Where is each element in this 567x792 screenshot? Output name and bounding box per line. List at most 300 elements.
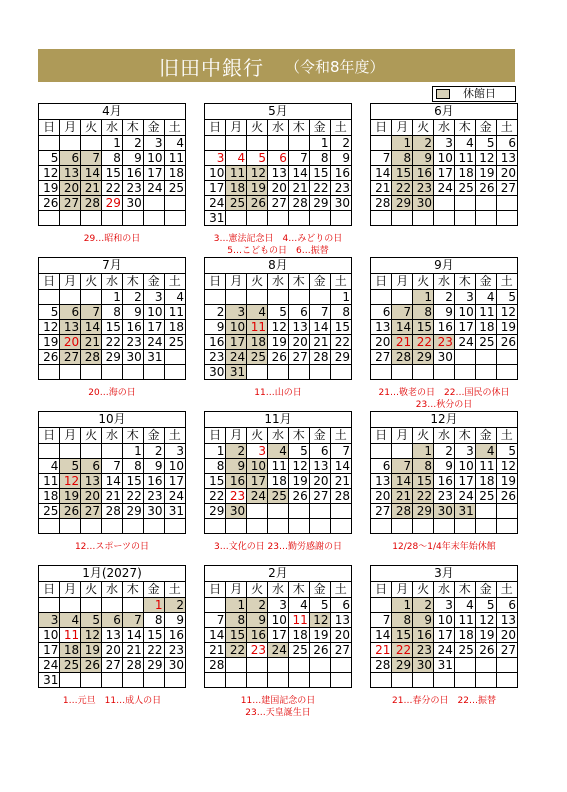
- empty-cell: [330, 672, 351, 687]
- day-cell: 18: [247, 334, 268, 349]
- day-cell: 27: [288, 349, 309, 364]
- empty-cell: [330, 518, 351, 533]
- day-cell: 20: [371, 334, 392, 349]
- weekday-header: 金: [143, 274, 164, 289]
- day-cell: 17: [434, 627, 455, 642]
- day-cell: 8: [413, 304, 434, 319]
- weekday-header: 木: [122, 582, 143, 597]
- day-cell: 21: [392, 334, 413, 349]
- empty-cell: [81, 135, 102, 150]
- day-cell: 4: [475, 289, 496, 304]
- weekday-header: 火: [413, 274, 434, 289]
- legend: [432, 86, 516, 102]
- day-cell: 28: [371, 195, 392, 210]
- day-cell: 19: [475, 627, 496, 642]
- day-cell: 1: [392, 597, 413, 612]
- empty-cell: [434, 672, 455, 687]
- empty-cell: [247, 135, 268, 150]
- weekday-header: 水: [268, 428, 289, 443]
- empty-cell: [413, 518, 434, 533]
- day-cell: 20: [288, 334, 309, 349]
- empty-cell: [475, 349, 496, 364]
- day-cell: 25: [39, 503, 60, 518]
- holiday-note: 23…秋分の日: [415, 400, 473, 410]
- day-cell: 7: [330, 443, 351, 458]
- day-cell: 14: [81, 319, 102, 334]
- weekday-header: 木: [288, 274, 309, 289]
- day-cell: 24: [247, 488, 268, 503]
- day-cell: 14: [392, 319, 413, 334]
- empty-cell: [81, 210, 102, 225]
- weekday-header: 木: [454, 120, 475, 135]
- day-cell: 28: [288, 195, 309, 210]
- day-cell: 28: [392, 503, 413, 518]
- month-title: 12月: [371, 412, 517, 428]
- holiday-note: 21…春分の日 22…振替: [392, 696, 496, 706]
- empty-cell: [60, 289, 81, 304]
- day-cell: 17: [247, 473, 268, 488]
- day-cell: 8: [309, 150, 330, 165]
- day-cell: 12: [309, 612, 330, 627]
- weekday-header: 月: [392, 582, 413, 597]
- day-cell: 23: [205, 349, 226, 364]
- day-cell: 4: [454, 597, 475, 612]
- day-cell: 17: [39, 642, 60, 657]
- day-cell: 2: [413, 597, 434, 612]
- day-cell: 2: [122, 289, 143, 304]
- weekday-header: 火: [81, 274, 102, 289]
- day-cell: 21: [288, 180, 309, 195]
- day-cell: 19: [81, 642, 102, 657]
- empty-cell: [475, 364, 496, 379]
- empty-cell: [475, 657, 496, 672]
- weekday-header: 月: [60, 582, 81, 597]
- empty-cell: [330, 657, 351, 672]
- weekday-header: 日: [205, 120, 226, 135]
- day-cell: 15: [122, 473, 143, 488]
- day-cell: 22: [413, 334, 434, 349]
- day-cell: 26: [496, 334, 517, 349]
- empty-cell: [392, 672, 413, 687]
- day-cell: 6: [81, 458, 102, 473]
- day-cell: 15: [226, 627, 247, 642]
- day-cell: 10: [143, 150, 164, 165]
- day-cell: 20: [268, 180, 289, 195]
- day-cell: 8: [205, 458, 226, 473]
- weekday-header: 日: [371, 120, 392, 135]
- empty-cell: [247, 657, 268, 672]
- day-cell: 6: [102, 612, 123, 627]
- day-cell: 29: [413, 503, 434, 518]
- day-cell: 14: [102, 473, 123, 488]
- empty-cell: [60, 135, 81, 150]
- day-cell: 30: [122, 195, 143, 210]
- weekday-header: 水: [434, 428, 455, 443]
- empty-cell: [60, 597, 81, 612]
- title-banner: [38, 49, 515, 82]
- empty-cell: [102, 597, 123, 612]
- empty-cell: [268, 135, 289, 150]
- day-cell: 19: [496, 319, 517, 334]
- holiday-note: 21…敬老の日 22…国民の休日: [378, 388, 510, 398]
- day-cell: 1: [413, 289, 434, 304]
- day-cell: 20: [102, 642, 123, 657]
- day-cell: 28: [122, 657, 143, 672]
- day-cell: 27: [371, 503, 392, 518]
- day-cell: 29: [143, 657, 164, 672]
- day-cell: 26: [475, 642, 496, 657]
- day-cell: 12: [39, 319, 60, 334]
- month-title: 8月: [205, 258, 351, 274]
- weekday-header: 木: [122, 274, 143, 289]
- day-cell: 17: [454, 473, 475, 488]
- day-cell: 7: [81, 304, 102, 319]
- day-cell: 6: [496, 597, 517, 612]
- day-cell: 6: [309, 443, 330, 458]
- day-cell: 30: [122, 349, 143, 364]
- holiday-note: 12…スポーツの日: [74, 542, 150, 552]
- day-cell: 13: [496, 612, 517, 627]
- day-cell: 12: [39, 165, 60, 180]
- day-cell: 28: [102, 503, 123, 518]
- day-cell: 30: [413, 195, 434, 210]
- empty-cell: [143, 210, 164, 225]
- day-cell: 7: [392, 304, 413, 319]
- day-cell: 26: [247, 195, 268, 210]
- day-cell: 27: [60, 349, 81, 364]
- day-cell: 16: [226, 473, 247, 488]
- day-cell: 7: [309, 304, 330, 319]
- day-cell: 21: [122, 642, 143, 657]
- day-cell: 5: [309, 597, 330, 612]
- page-subtitle: （令和8年度）: [285, 58, 385, 76]
- empty-cell: [288, 518, 309, 533]
- day-cell: 16: [122, 165, 143, 180]
- day-cell: 1: [102, 135, 123, 150]
- day-cell: 20: [371, 488, 392, 503]
- weekday-header: 火: [247, 274, 268, 289]
- weekday-header: 火: [247, 582, 268, 597]
- empty-cell: [496, 349, 517, 364]
- weekday-header: 木: [122, 120, 143, 135]
- day-cell: 28: [309, 349, 330, 364]
- weekday-header: 土: [496, 428, 517, 443]
- day-cell: 14: [288, 165, 309, 180]
- day-cell: 30: [143, 503, 164, 518]
- day-cell: 17: [143, 319, 164, 334]
- day-cell: 1: [392, 135, 413, 150]
- empty-cell: [247, 210, 268, 225]
- day-cell: 31: [143, 349, 164, 364]
- day-cell: 3: [164, 443, 185, 458]
- empty-cell: [226, 135, 247, 150]
- day-cell: 8: [413, 458, 434, 473]
- day-cell: 17: [205, 180, 226, 195]
- weekday-header: 土: [496, 274, 517, 289]
- month-calendar: [370, 103, 518, 226]
- day-cell: 12: [496, 458, 517, 473]
- day-cell: 3: [434, 135, 455, 150]
- day-cell: 25: [475, 334, 496, 349]
- day-cell: 25: [268, 488, 289, 503]
- empty-cell: [268, 210, 289, 225]
- day-cell: 27: [496, 642, 517, 657]
- empty-cell: [268, 364, 289, 379]
- day-cell: 2: [143, 443, 164, 458]
- weekday-header: 水: [268, 274, 289, 289]
- weekday-header: 火: [81, 428, 102, 443]
- day-cell: 3: [247, 443, 268, 458]
- day-cell: 13: [60, 319, 81, 334]
- day-cell: 16: [143, 473, 164, 488]
- day-cell: 16: [413, 627, 434, 642]
- day-cell: 1: [413, 443, 434, 458]
- weekday-header: 日: [205, 274, 226, 289]
- day-cell: 6: [60, 150, 81, 165]
- empty-cell: [205, 289, 226, 304]
- empty-cell: [81, 443, 102, 458]
- weekday-header: 土: [330, 428, 351, 443]
- page-title: 旧田中銀行: [159, 56, 264, 80]
- day-cell: 21: [205, 642, 226, 657]
- day-cell: 24: [454, 334, 475, 349]
- weekday-header: 火: [413, 120, 434, 135]
- day-cell: 1: [330, 289, 351, 304]
- empty-cell: [454, 657, 475, 672]
- month-title: 6月: [371, 104, 517, 120]
- empty-cell: [226, 657, 247, 672]
- day-cell: 28: [330, 488, 351, 503]
- empty-cell: [413, 364, 434, 379]
- day-cell: 4: [454, 135, 475, 150]
- day-cell: 19: [39, 334, 60, 349]
- month-title: 2月: [205, 566, 351, 582]
- day-cell: 20: [309, 473, 330, 488]
- holiday-note: 29…昭和の日: [83, 234, 141, 244]
- empty-cell: [475, 518, 496, 533]
- day-cell: 23: [122, 334, 143, 349]
- day-cell: 16: [122, 319, 143, 334]
- empty-cell: [475, 672, 496, 687]
- day-cell: 18: [454, 627, 475, 642]
- day-cell: 11: [288, 612, 309, 627]
- weekday-header: 木: [122, 428, 143, 443]
- month-title: 9月: [371, 258, 517, 274]
- day-cell: 28: [81, 195, 102, 210]
- empty-cell: [392, 364, 413, 379]
- weekday-header: 土: [496, 120, 517, 135]
- day-cell: 29: [102, 195, 123, 210]
- empty-cell: [413, 672, 434, 687]
- day-cell: 6: [496, 135, 517, 150]
- empty-cell: [102, 364, 123, 379]
- weekday-header: 水: [434, 274, 455, 289]
- day-cell: 11: [39, 473, 60, 488]
- day-cell: 25: [475, 488, 496, 503]
- month-calendar: [204, 565, 352, 688]
- day-cell: 16: [164, 627, 185, 642]
- empty-cell: [39, 135, 60, 150]
- empty-cell: [392, 289, 413, 304]
- day-cell: 5: [268, 304, 289, 319]
- day-cell: 6: [371, 304, 392, 319]
- empty-cell: [475, 210, 496, 225]
- day-cell: 10: [39, 627, 60, 642]
- day-cell: 18: [164, 165, 185, 180]
- day-cell: 18: [475, 319, 496, 334]
- empty-cell: [143, 672, 164, 687]
- day-cell: 7: [371, 612, 392, 627]
- empty-cell: [268, 518, 289, 533]
- day-cell: 27: [60, 195, 81, 210]
- holiday-note: 5…こどもの日 6…振替: [227, 246, 329, 256]
- day-cell: 28: [371, 657, 392, 672]
- day-cell: 30: [434, 349, 455, 364]
- day-cell: 5: [39, 150, 60, 165]
- weekday-header: 日: [371, 428, 392, 443]
- holiday-note: 20…海の日: [88, 388, 136, 398]
- day-cell: 21: [330, 473, 351, 488]
- weekday-header: 火: [81, 582, 102, 597]
- day-cell: 3: [454, 443, 475, 458]
- day-cell: 1: [102, 289, 123, 304]
- day-cell: 31: [454, 503, 475, 518]
- weekday-header: 水: [102, 428, 123, 443]
- holiday-note: 12/28～1/4年末年始休館: [392, 542, 496, 552]
- day-cell: 9: [164, 612, 185, 627]
- empty-cell: [454, 195, 475, 210]
- day-cell: 16: [205, 334, 226, 349]
- day-cell: 13: [496, 150, 517, 165]
- day-cell: 15: [392, 165, 413, 180]
- empty-cell: [143, 195, 164, 210]
- weekday-header: 金: [475, 120, 496, 135]
- day-cell: 20: [330, 627, 351, 642]
- empty-cell: [60, 443, 81, 458]
- day-cell: 3: [143, 135, 164, 150]
- empty-cell: [454, 672, 475, 687]
- day-cell: 12: [247, 165, 268, 180]
- day-cell: 31: [226, 364, 247, 379]
- empty-cell: [81, 518, 102, 533]
- empty-cell: [60, 518, 81, 533]
- day-cell: 9: [247, 612, 268, 627]
- weekday-header: 月: [60, 274, 81, 289]
- day-cell: 13: [102, 627, 123, 642]
- empty-cell: [371, 518, 392, 533]
- day-cell: 8: [122, 458, 143, 473]
- empty-cell: [496, 672, 517, 687]
- day-cell: 2: [205, 304, 226, 319]
- weekday-header: 日: [205, 582, 226, 597]
- day-cell: 2: [247, 597, 268, 612]
- day-cell: 6: [371, 458, 392, 473]
- month-calendar: [370, 411, 518, 534]
- weekday-header: 水: [434, 582, 455, 597]
- day-cell: 18: [226, 180, 247, 195]
- day-cell: 5: [247, 150, 268, 165]
- weekday-header: 月: [226, 274, 247, 289]
- empty-cell: [102, 443, 123, 458]
- empty-cell: [309, 289, 330, 304]
- empty-cell: [102, 518, 123, 533]
- empty-cell: [288, 657, 309, 672]
- day-cell: 26: [81, 657, 102, 672]
- empty-cell: [434, 364, 455, 379]
- day-cell: 23: [413, 642, 434, 657]
- month-calendar: [204, 257, 352, 380]
- empty-cell: [205, 597, 226, 612]
- weekday-header: 木: [454, 428, 475, 443]
- empty-cell: [371, 210, 392, 225]
- day-cell: 14: [122, 627, 143, 642]
- day-cell: 4: [475, 443, 496, 458]
- empty-cell: [268, 672, 289, 687]
- day-cell: 23: [434, 488, 455, 503]
- day-cell: 11: [226, 165, 247, 180]
- weekday-header: 日: [39, 274, 60, 289]
- day-cell: 18: [288, 627, 309, 642]
- weekday-header: 水: [102, 120, 123, 135]
- day-cell: 10: [143, 304, 164, 319]
- empty-cell: [122, 518, 143, 533]
- day-cell: 28: [205, 657, 226, 672]
- day-cell: 30: [226, 503, 247, 518]
- day-cell: 25: [164, 180, 185, 195]
- day-cell: 2: [226, 443, 247, 458]
- empty-cell: [102, 672, 123, 687]
- weekday-header: 日: [205, 428, 226, 443]
- day-cell: 11: [247, 319, 268, 334]
- empty-cell: [39, 518, 60, 533]
- empty-cell: [309, 364, 330, 379]
- day-cell: 8: [392, 612, 413, 627]
- empty-cell: [122, 672, 143, 687]
- day-cell: 12: [475, 612, 496, 627]
- day-cell: 9: [143, 458, 164, 473]
- weekday-header: 木: [454, 582, 475, 597]
- month-title: 10月: [39, 412, 185, 428]
- empty-cell: [226, 518, 247, 533]
- month-calendar: [370, 257, 518, 380]
- empty-cell: [39, 210, 60, 225]
- empty-cell: [454, 364, 475, 379]
- empty-cell: [81, 672, 102, 687]
- weekday-header: 水: [268, 120, 289, 135]
- day-cell: 11: [454, 150, 475, 165]
- empty-cell: [205, 135, 226, 150]
- day-cell: 30: [164, 657, 185, 672]
- day-cell: 10: [226, 319, 247, 334]
- empty-cell: [39, 597, 60, 612]
- empty-cell: [371, 443, 392, 458]
- weekday-header: 日: [371, 274, 392, 289]
- empty-cell: [371, 597, 392, 612]
- day-cell: 13: [371, 473, 392, 488]
- weekday-header: 月: [392, 120, 413, 135]
- day-cell: 3: [434, 597, 455, 612]
- empty-cell: [288, 135, 309, 150]
- empty-cell: [454, 518, 475, 533]
- day-cell: 9: [413, 612, 434, 627]
- weekday-header: 金: [475, 582, 496, 597]
- day-cell: 11: [268, 458, 289, 473]
- day-cell: 22: [143, 642, 164, 657]
- day-cell: 24: [434, 180, 455, 195]
- day-cell: 10: [434, 612, 455, 627]
- empty-cell: [39, 443, 60, 458]
- month-calendar: [38, 103, 186, 226]
